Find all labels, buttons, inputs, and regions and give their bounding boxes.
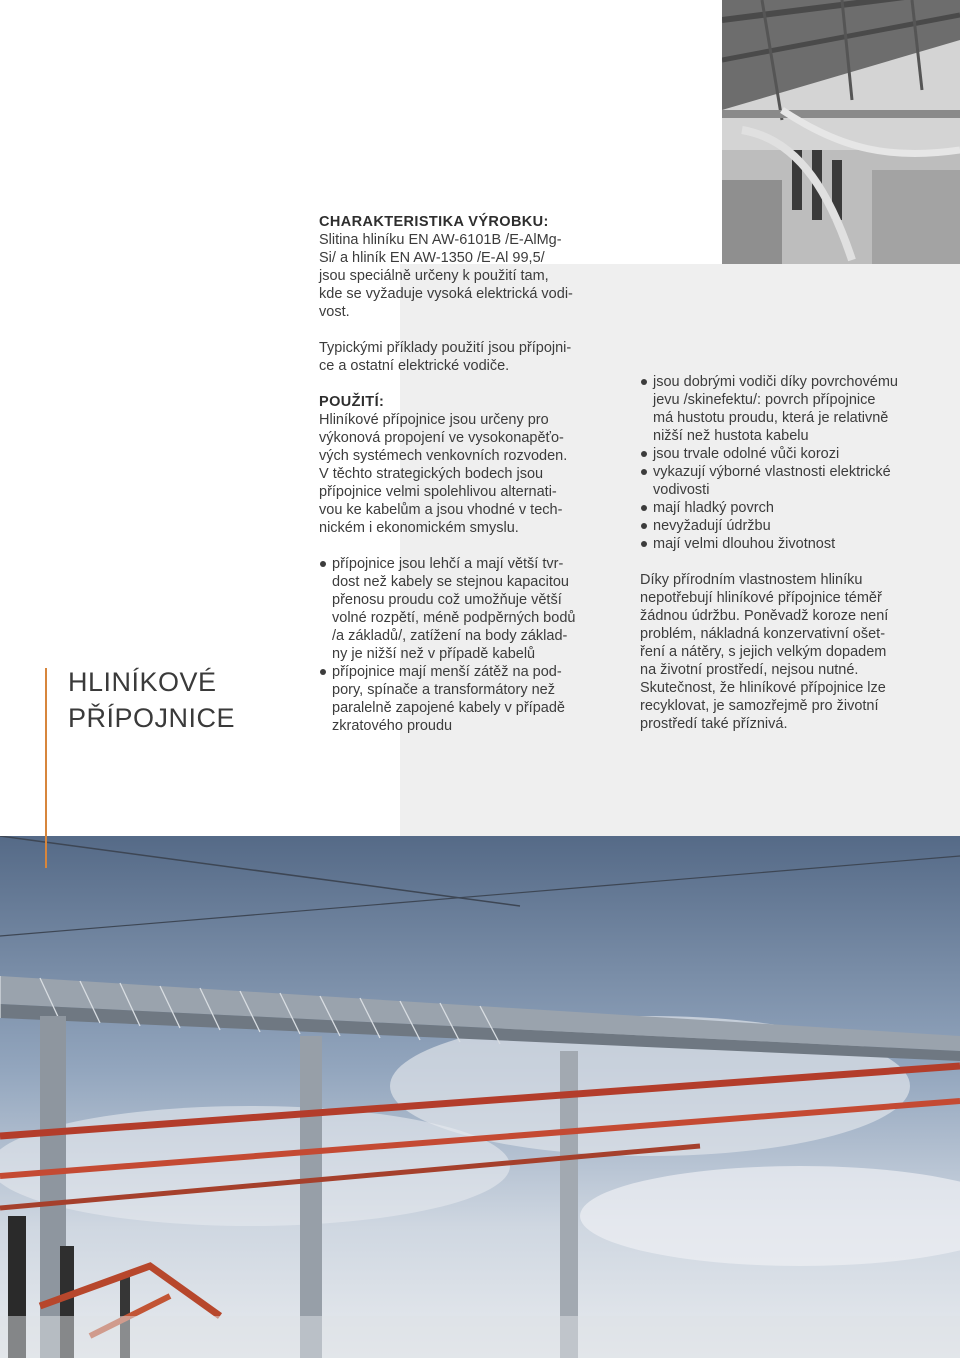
text-line: na životní prostředí, nejsou nutné. — [640, 662, 859, 678]
text-line: jevu /skinefektu/: povrch přípojnice — [653, 392, 876, 408]
text-line: výkonová propojení ve vysokonapěťo- — [319, 430, 564, 446]
text-line: nepotřebují hliníkové přípojnice téměř — [640, 590, 882, 606]
advantages-list-left — [319, 555, 599, 735]
text-line: vost. — [319, 304, 350, 320]
substation-photo-top — [722, 0, 960, 264]
text-line: paralelně zapojené kabely v případě — [332, 700, 565, 716]
text-line: jsou trvale odolné vůči korozi — [653, 446, 840, 462]
text-line: Typickými příklady použití jsou přípojni- — [319, 340, 572, 356]
text-line: Hliníkové přípojnice jsou určeny pro — [319, 412, 549, 428]
text-line: přípojnice mají menší zátěž na pod- — [332, 664, 562, 680]
text-line: ny je nižší než v případě kabelů — [332, 646, 536, 662]
list-item — [319, 663, 599, 735]
steel-lattice-substation-illustration — [0, 836, 960, 1358]
accent-vertical-line — [45, 668, 47, 868]
title-line-2: PŘÍPOJNICE — [68, 703, 236, 733]
list-item — [640, 373, 920, 445]
text-line: zkratového proudu — [332, 718, 453, 734]
text-line: Díky přírodním vlastnostem hliníku — [640, 572, 863, 588]
text-line: V těchto strategických bodech jsou — [319, 466, 544, 482]
text-line: vou ke kabelům a jsou vhodné v tech- — [319, 502, 563, 518]
text-line: vodivosti — [653, 482, 710, 498]
list-item — [640, 499, 920, 517]
text-line: má hustotu proudu, která je relativně — [653, 410, 889, 426]
text-line: recyklovat, je samozřejmě pro životní — [640, 698, 879, 714]
text-line: mají velmi dlouhou životnost — [653, 536, 836, 552]
text-line: nižší než hustota kabelu — [653, 428, 809, 444]
characteristics-text — [319, 231, 599, 321]
text-line: Si/ a hliník EN AW-1350 /E-Al 99,5/ — [319, 250, 545, 266]
text-line: nevyžadují údržbu — [653, 518, 771, 534]
text-line: kde se vyžaduje vysoká elektrická vodi- — [319, 286, 573, 302]
text-line: vých systémech venkovních rozvoden. — [319, 448, 568, 464]
properties-list-right — [640, 373, 920, 553]
text-line: dost než kabely se stejnou kapacitou — [332, 574, 569, 590]
text-column-right — [640, 373, 920, 733]
busbar-structure-illustration — [722, 0, 960, 264]
list-item — [640, 517, 920, 535]
list-item — [640, 445, 920, 463]
text-line: ce a ostatní elektrické vodiče. — [319, 358, 510, 374]
text-line: pory, spínače a transformátory než — [332, 682, 555, 698]
use-text — [319, 411, 599, 537]
text-line: vykazují výborné vlastnosti elektrické — [653, 464, 891, 480]
text-line: žádnou údržbu. Poněvadž koroze není — [640, 608, 889, 624]
text-line: přípojnice velmi spolehlivou alternati- — [319, 484, 557, 500]
list-item — [319, 555, 599, 663]
text-line: prostředí také příznivá. — [640, 716, 788, 732]
text-column-left — [319, 213, 599, 735]
text-line: jsou speciálně určeny k použití tam, — [319, 268, 549, 284]
characteristics-heading: CHARAKTERISTIKA VÝROBKU: — [319, 214, 549, 230]
page-title — [68, 664, 235, 736]
text-line: nickém i ekonomickém smyslu. — [319, 520, 519, 536]
typical-uses-text — [319, 339, 599, 375]
text-line: mají hladký povrch — [653, 500, 774, 516]
text-line: jsou dobrými vodiči díky povrchovému — [653, 374, 898, 390]
text-line: problém, nákladná konzervativní ošet- — [640, 626, 886, 642]
list-item — [640, 463, 920, 499]
text-line: volné rozpětí, méně podpěrných bodů — [332, 610, 576, 626]
substation-photo-bottom — [0, 836, 960, 1358]
use-heading: POUŽITÍ: — [319, 394, 385, 410]
title-line-1: HLINÍKOVÉ — [68, 667, 217, 697]
text-line: Skutečnost, že hliníkové přípojnice lze — [640, 680, 886, 696]
text-line: přípojnice jsou lehčí a mají větší tvr- — [332, 556, 564, 572]
maintenance-paragraph — [640, 571, 920, 733]
text-line: /a základů/, zatížení na body základ- — [332, 628, 568, 644]
list-item — [640, 535, 920, 553]
text-line: přenosu proudu což umožňuje větší — [332, 592, 562, 608]
text-line: ření a nátěry, s jejich velkým dopadem — [640, 644, 887, 660]
text-line: Slitina hliníku EN AW-6101B /E-AlMg- — [319, 232, 562, 248]
